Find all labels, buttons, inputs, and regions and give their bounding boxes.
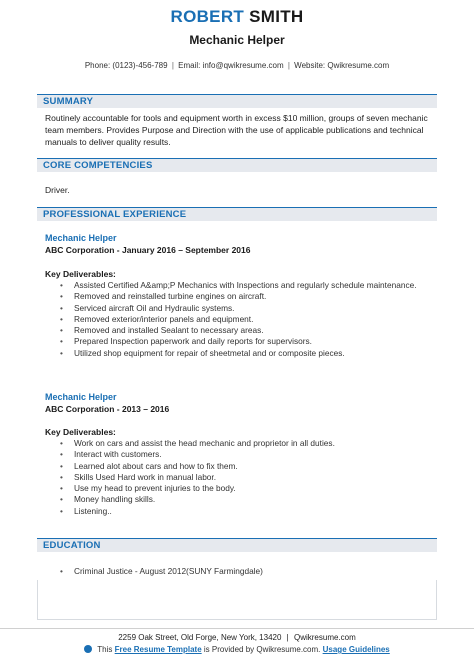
- key-deliverables-label: Key Deliverables:: [45, 427, 116, 437]
- section-summary-heading: [37, 94, 437, 108]
- summary-text: Routinely accountable for tools and equipment worth in excess $10 million, groups of seven mechanic team members. Provides Purpose and Direction with the use of applicable publications and technical manuals to deliver quality results.: [45, 113, 428, 147]
- section-heading-text: CORE COMPETENCIES: [43, 160, 153, 171]
- list-item: • Skills Used Hard work in manual labor.: [58, 472, 428, 483]
- job-company: ABC Corporation - January 2016 – September 2016: [45, 245, 251, 255]
- candidate-name: [0, 6, 474, 28]
- candidate-title: Mechanic Helper: [189, 33, 285, 47]
- footer-separator: |: [286, 633, 289, 642]
- credit-prefix: This: [97, 645, 113, 654]
- list-item: • Money handling skills.: [58, 494, 428, 505]
- list-item: • Use my head to prevent injuries to the body.: [58, 483, 428, 494]
- list-item: • Learned alot about cars and how to fix them.: [58, 461, 428, 472]
- job-bullets: [58, 280, 428, 359]
- contact-website[interactable]: Website: Qwikresume.com: [294, 61, 390, 70]
- usage-guidelines-link[interactable]: Usage Guidelines: [322, 645, 390, 654]
- contact-separator: |: [171, 61, 174, 70]
- footer-divider: [0, 628, 474, 629]
- list-item: • Removed exterior/interior panels and equipment.: [58, 314, 428, 325]
- last-name: SMITH: [249, 7, 304, 26]
- job-title: Mechanic Helper: [45, 233, 117, 243]
- free-resume-template-link[interactable]: Free Resume Template: [114, 645, 202, 654]
- section-heading-text: SUMMARY: [43, 96, 94, 107]
- section-experience-heading: [37, 207, 437, 221]
- list-item: • Removed and reinstalled turbine engines on aircraft.: [58, 291, 428, 302]
- list-item: • Serviced aircraft Oil and Hydraulic systems.: [58, 303, 428, 314]
- contact-separator: |: [287, 61, 290, 70]
- key-deliverables-label: Key Deliverables:: [45, 269, 116, 279]
- section-heading-text: EDUCATION: [43, 540, 101, 551]
- list-item: • Prepared Inspection paperwork and daily reports for supervisors.: [58, 336, 428, 347]
- list-item: • Interact with customers.: [58, 449, 428, 460]
- section-heading-text: PROFESSIONAL EXPERIENCE: [43, 209, 187, 220]
- job-title: Mechanic Helper: [45, 392, 117, 402]
- section-competencies-heading: [37, 158, 437, 172]
- list-item: • Criminal Justice - August 2012(SUNY Farmingdale): [58, 566, 428, 577]
- globe-icon: [84, 645, 92, 653]
- list-item: • Work on cars and assist the head mechanic and proprietor in all duties.: [58, 438, 428, 449]
- resume-header: [0, 6, 474, 71]
- footer-credit-line: [0, 645, 474, 654]
- list-item: • Utilized shop equipment for repair of sheetmetal and or composite pieces.: [58, 348, 428, 359]
- footer-address-line: [0, 633, 474, 642]
- job-bullets: [58, 438, 428, 517]
- contact-email[interactable]: Email: info@qwikresume.com: [178, 61, 284, 70]
- job-company: ABC Corporation - 2013 – 2016: [45, 404, 170, 414]
- section-border: [37, 580, 437, 620]
- education-list: [58, 566, 428, 577]
- first-name: ROBERT: [170, 7, 245, 26]
- list-item: • Assisted Certified A&amp;P Mechanics with Inspections and regularly schedule maintenance.: [58, 280, 428, 291]
- section-education-heading: [37, 538, 437, 552]
- footer-address: 2259 Oak Street, Old Forge, New York, 13420: [118, 633, 282, 642]
- credit-mid: is Provided by: [203, 645, 255, 654]
- footer-website[interactable]: Qwikresume.com: [293, 633, 356, 642]
- list-item: • Removed and installed Sealant to necessary areas.: [58, 325, 428, 336]
- credit-site[interactable]: Qwikresume.com.: [256, 645, 321, 654]
- contact-line: [0, 60, 474, 71]
- contact-phone: Phone: (0123)-456-789: [84, 61, 168, 70]
- competencies-text: Driver.: [45, 185, 70, 195]
- list-item: • Listening..: [58, 506, 428, 517]
